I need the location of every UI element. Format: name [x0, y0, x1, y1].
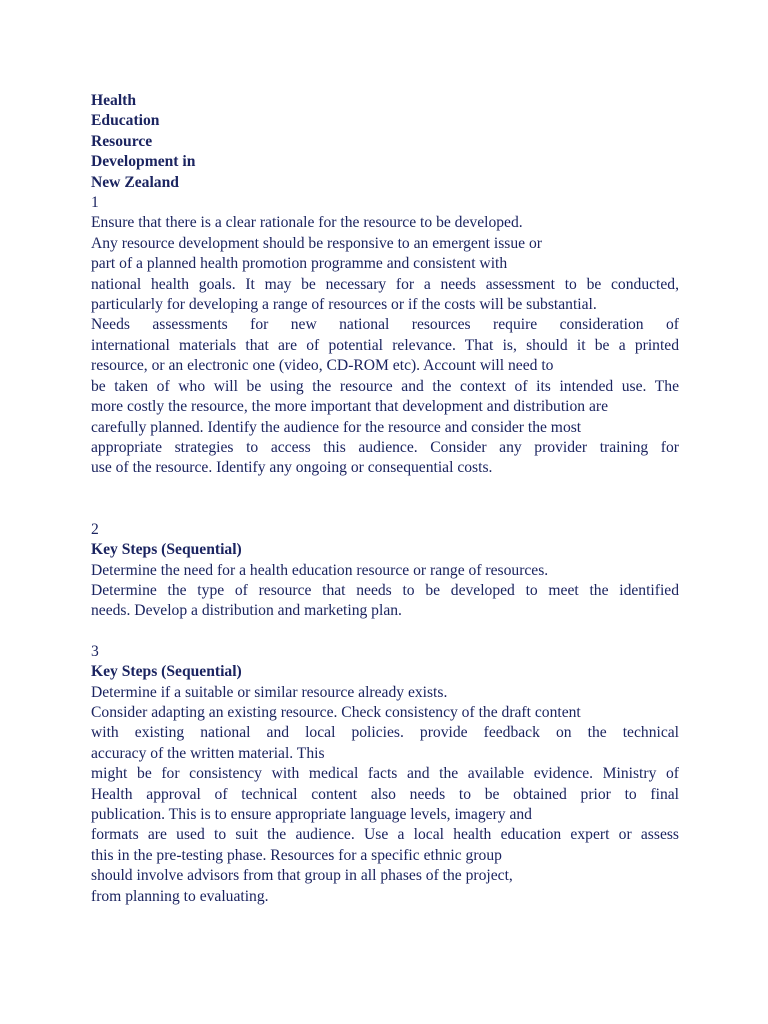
- paragraph-line: might be for consistency with medical facts and the available evidence. Ministry of: [91, 765, 679, 783]
- paragraph-line: carefully planned. Identify the audience for the resource and consider the most: [91, 418, 582, 436]
- paragraph-line: this in the pre-testing phase. Resources for a specific ethnic group: [91, 846, 502, 864]
- paragraph-line: formats are used to suit the audience. Use a local health education expert or assess: [91, 826, 679, 844]
- section-spacer: [91, 622, 679, 642]
- section-heading: Key Steps (Sequential): [91, 541, 242, 559]
- paragraph-line: be taken of who will be using the resource and the context of its intended use. The: [91, 377, 679, 395]
- title-line: Health: [91, 92, 137, 109]
- paragraph-line: Any resource development should be responsive to an emergent issue or: [91, 234, 542, 252]
- section-number: 1: [91, 194, 99, 212]
- paragraph-line: Needs assessments for new national resources require consideration of: [91, 316, 679, 334]
- section-heading: Key Steps (Sequential): [91, 663, 242, 681]
- title-line: Education: [91, 112, 160, 130]
- section-number: 3: [91, 642, 99, 660]
- title-line: New Zealand: [91, 173, 179, 191]
- title-line: Development in: [91, 153, 196, 171]
- paragraph-line: resource, or an electronic one (video, CD-ROM etc). Account will need to: [91, 357, 554, 375]
- paragraph-line: needs. Develop a distribution and marketing plan.: [91, 602, 402, 620]
- paragraph-line: particularly for developing a range of resources or if the costs will be substantial.: [91, 296, 597, 314]
- section-1: [91, 193, 679, 479]
- paragraph-line: more costly the resource, the more important that development and distribution are: [91, 398, 609, 416]
- paragraph-line: Consider adapting an existing resource. Check consistency of the draft content: [91, 703, 581, 721]
- document-title: [91, 91, 679, 193]
- paragraph-line: international materials that are of potential relevance. That is, should it be a printed: [91, 336, 679, 354]
- paragraph-line: publication. This is to ensure appropriate language levels, imagery and: [91, 806, 532, 823]
- section-3: [91, 642, 679, 907]
- document-page: [91, 91, 679, 907]
- paragraph-line: national health goals. It may be necessary for a needs assessment to be conducted,: [91, 275, 679, 293]
- section-spacer: [91, 479, 679, 520]
- paragraph-line: should involve advisors from that group in all phases of the project,: [91, 867, 513, 885]
- paragraph-line: with existing national and local policies. provide feedback on the technical: [91, 724, 679, 742]
- paragraph-line: Ensure that there is a clear rationale for the resource to be developed.: [91, 214, 523, 232]
- paragraph-line: part of a planned health promotion programme and consistent with: [91, 255, 508, 273]
- title-line: Resource: [91, 132, 153, 150]
- paragraph-line: Determine the type of resource that needs to be developed to meet the identified: [91, 581, 679, 599]
- paragraph-line: from planning to evaluating.: [91, 887, 269, 905]
- paragraph-line: appropriate strategies to access this audience. Consider any provider training for: [91, 438, 679, 456]
- section-2: [91, 520, 679, 622]
- paragraph-line: accuracy of the written material. This: [91, 744, 325, 762]
- paragraph-line: use of the resource. Identify any ongoing or consequential costs.: [91, 459, 493, 477]
- paragraph-line: Determine the need for a health education resource or range of resources.: [91, 561, 549, 579]
- section-number: 2: [91, 520, 99, 538]
- paragraph-line: Determine if a suitable or similar resource already exists.: [91, 683, 448, 701]
- paragraph-line: Health approval of technical content also needs to be obtained prior to final: [91, 785, 679, 803]
